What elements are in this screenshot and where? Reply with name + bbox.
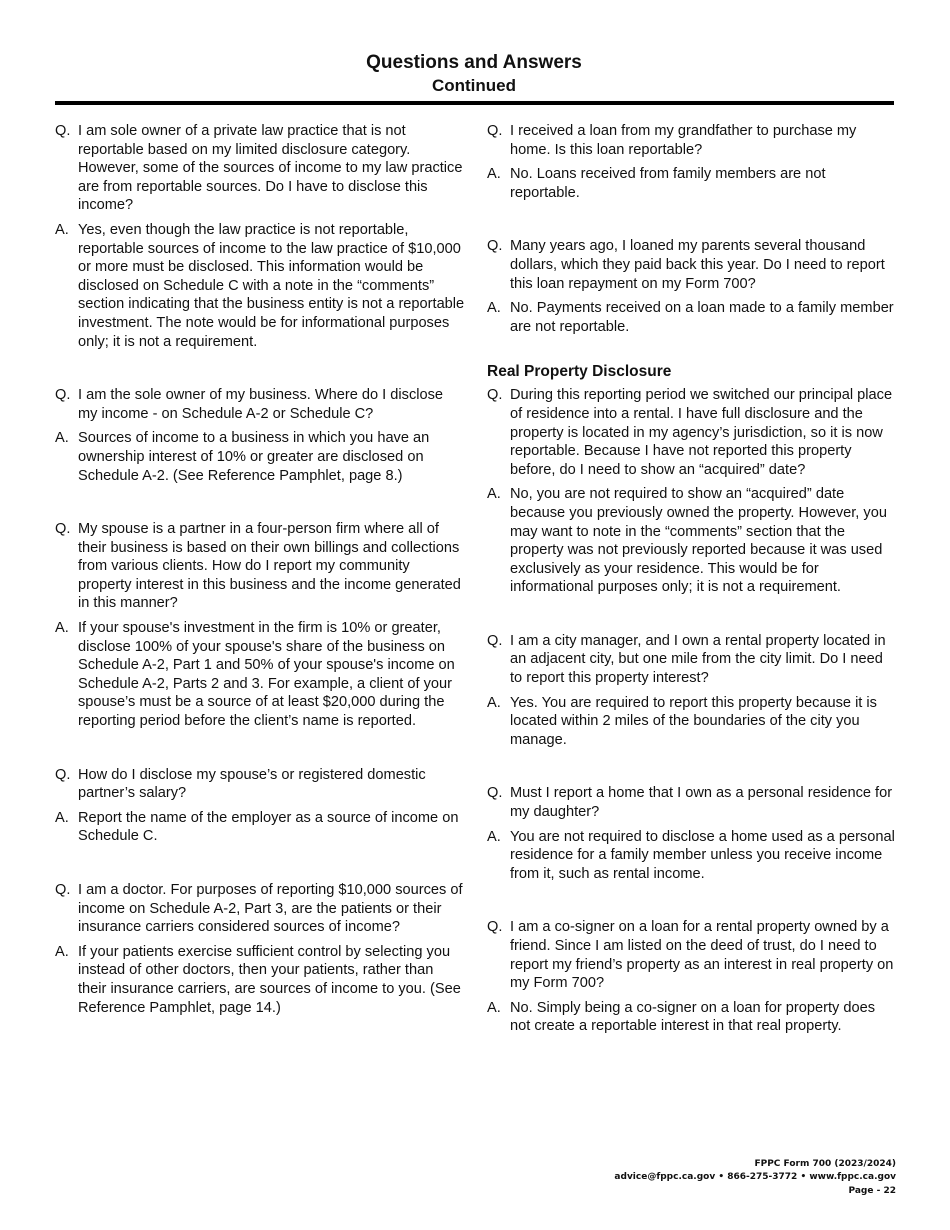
question xyxy=(487,784,897,821)
question-label: Q. xyxy=(487,238,503,255)
answer xyxy=(487,165,897,202)
answer-label: A. xyxy=(55,221,69,238)
answer xyxy=(487,694,897,750)
answer-text: Yes. You are required to report this property because it is located within 2 miles of the boundaries of the city you manage. xyxy=(510,694,877,748)
answer-label: A. xyxy=(55,430,69,447)
answer-text: Report the name of the employer as a source of income on Schedule C. xyxy=(78,809,459,845)
qa-block xyxy=(55,122,465,351)
footer-page-number: Page - 22 xyxy=(848,1185,896,1196)
answer-label: A. xyxy=(487,828,501,845)
section-heading-real-property: Real Property Disclosure xyxy=(487,363,672,381)
answer-text: No. Payments received on a loan made to a family member are not reportable. xyxy=(510,300,894,335)
answer-label: A. xyxy=(55,943,69,960)
answer-text: Yes, even though the law practice is not reportable, reportable sources of income to the law practice of $10,000 or more must be disclosed. This information would be disclosed on Schedule C with a note in the “comments” section indicating that the business entity is not a reportable investment. The note would be for informational purposes only; it is not a requirement. xyxy=(78,221,465,350)
answer-label: A. xyxy=(487,166,501,183)
qa-block xyxy=(55,386,465,485)
page-title: Questions and Answers xyxy=(366,52,582,73)
answer-label: A. xyxy=(487,486,501,503)
question-text: I am the sole owner of my business. Where do I disclose my income - on Schedule A-2 or Schedule C? xyxy=(78,387,444,422)
page-footer xyxy=(614,1158,896,1198)
question-label: Q. xyxy=(55,521,71,538)
question-text: I am a city manager, and I own a rental property located in an adjacent city, but one mile from the city limit. Do I need to report this property interest? xyxy=(510,632,886,687)
question-label: Q. xyxy=(487,785,503,802)
question-label: Q. xyxy=(487,387,503,404)
question-text: During this reporting period we switched our principal place of residence into a rental. I have full disclosure and the property is located in my agency’s jurisdiction, so it is now reportable. Because I have not reported this property before, do I need to show an “acquired” date? xyxy=(510,387,893,478)
question-text: How do I disclose my spouse’s or registered domestic partner’s salary? xyxy=(78,766,426,802)
question xyxy=(487,918,897,992)
page-subtitle: Continued xyxy=(431,76,517,95)
right-column xyxy=(487,122,897,1036)
qa-block xyxy=(487,784,897,883)
question-text: I am a co-signer on a loan for a rental property owned by a friend. Since I am listed on the deed of trust, do I need to report my friend’s property as an interest in real property on my Form 700? xyxy=(510,919,894,992)
answer-text: You are not required to disclose a home used as a personal residence for a family member unless you receive income from it, such as rental income. xyxy=(510,828,895,882)
answer-label: A. xyxy=(55,620,69,637)
header-divider xyxy=(55,101,894,105)
answer-label: A. xyxy=(487,694,501,711)
qa-block xyxy=(55,881,465,1017)
qa-block xyxy=(487,237,897,336)
answer-text: No, you are not required to show an “acquired” date because you previously owned the property. However, you may want to note in the “comments” section that the property was not previously reported because it was used exclusively as your residence. This would be for informational purposes only; it is not a requirement. xyxy=(510,486,887,596)
qa-block xyxy=(487,632,897,750)
answer xyxy=(55,221,465,351)
answer-label: A. xyxy=(55,809,69,826)
page-header xyxy=(55,51,893,97)
answer xyxy=(55,809,465,846)
answer xyxy=(487,828,897,884)
question-label: Q. xyxy=(487,919,503,936)
answer xyxy=(55,619,465,731)
question-text: My spouse is a partner in a four-person firm where all of their business is based on their own billings and collections from various clients. How do I report my community property interest in this business and the income generated in this manner? xyxy=(78,521,461,612)
question-label: Q. xyxy=(55,123,71,139)
question-label: Q. xyxy=(55,766,71,783)
answer xyxy=(487,485,897,597)
answer-text: No. Loans received from family members are not reportable. xyxy=(510,166,826,201)
question xyxy=(487,386,897,479)
qa-block xyxy=(487,386,897,597)
left-column xyxy=(55,122,465,1017)
answer xyxy=(487,999,897,1036)
answer-text: If your patients exercise sufficient control by selecting you instead of other doctors, then your patients, rather than their insurance carriers, are sources of income to you. (See Reference Pamphlet, page 14.) xyxy=(78,943,461,1016)
footer-form-id: FPPC Form 700 (2023/2024) xyxy=(754,1159,896,1169)
answer xyxy=(55,943,465,1017)
question-text: I received a loan from my grandfather to purchase my home. Is this loan reportable? xyxy=(510,123,857,158)
question-label: Q. xyxy=(55,882,71,898)
answer xyxy=(55,429,465,485)
question-text: I am sole owner of a private law practice that is not reportable based on my limited disclosure category. However, some of the sources of income to my law practice are from reportable sources. Do I have to disclose this income? xyxy=(78,123,463,214)
question xyxy=(55,122,465,215)
answer-text: No. Simply being a co-signer on a loan for property does not create a reportable interest in that real property. xyxy=(510,999,876,1035)
footer-contact: advice@fppc.ca.gov • 866-275-3772 • www.fppc.ca.gov xyxy=(614,1172,896,1183)
qa-block xyxy=(487,122,897,202)
qa-block xyxy=(487,918,897,1036)
question-label: Q. xyxy=(487,123,503,139)
answer xyxy=(487,299,897,336)
answer-label: A. xyxy=(487,999,501,1016)
question xyxy=(487,237,897,293)
answer-label: A. xyxy=(487,300,501,317)
question xyxy=(55,386,465,423)
answer-text: If your spouse's investment in the firm is 10% or greater, disclose 100% of your spouse's share of the business on Schedule A-2, Part 1 and 50% of your spouse's income on Schedule A-2, Parts 2 and 3. For example, a client of your spouse’s must be a source of at least $20,000 during the reporting period before the client’s name is reported. xyxy=(78,620,455,730)
question xyxy=(55,520,465,613)
question-text: Many years ago, I loaned my parents several thousand dollars, which they paid back this year. Do I need to report this loan repayment on my Form 700? xyxy=(510,238,885,292)
question-text: Must I report a home that I own as a personal residence for my daughter? xyxy=(510,785,893,821)
question xyxy=(487,122,897,159)
answer-text: Sources of income to a business in which you have an ownership interest of 10% or greater are disclosed on Schedule A-2. (See Reference Pamphlet, page 8.) xyxy=(78,430,430,484)
qa-block xyxy=(55,766,465,846)
question-label: Q. xyxy=(55,387,71,404)
question-label: Q. xyxy=(487,632,503,649)
question-text: I am a doctor. For purposes of reporting $10,000 sources of income on Schedule A-2, Part 3, are the patients or their insurance carriers considered sources of income? xyxy=(78,882,463,936)
question xyxy=(55,881,465,937)
qa-block xyxy=(55,520,465,731)
question xyxy=(487,632,897,688)
question xyxy=(55,766,465,803)
